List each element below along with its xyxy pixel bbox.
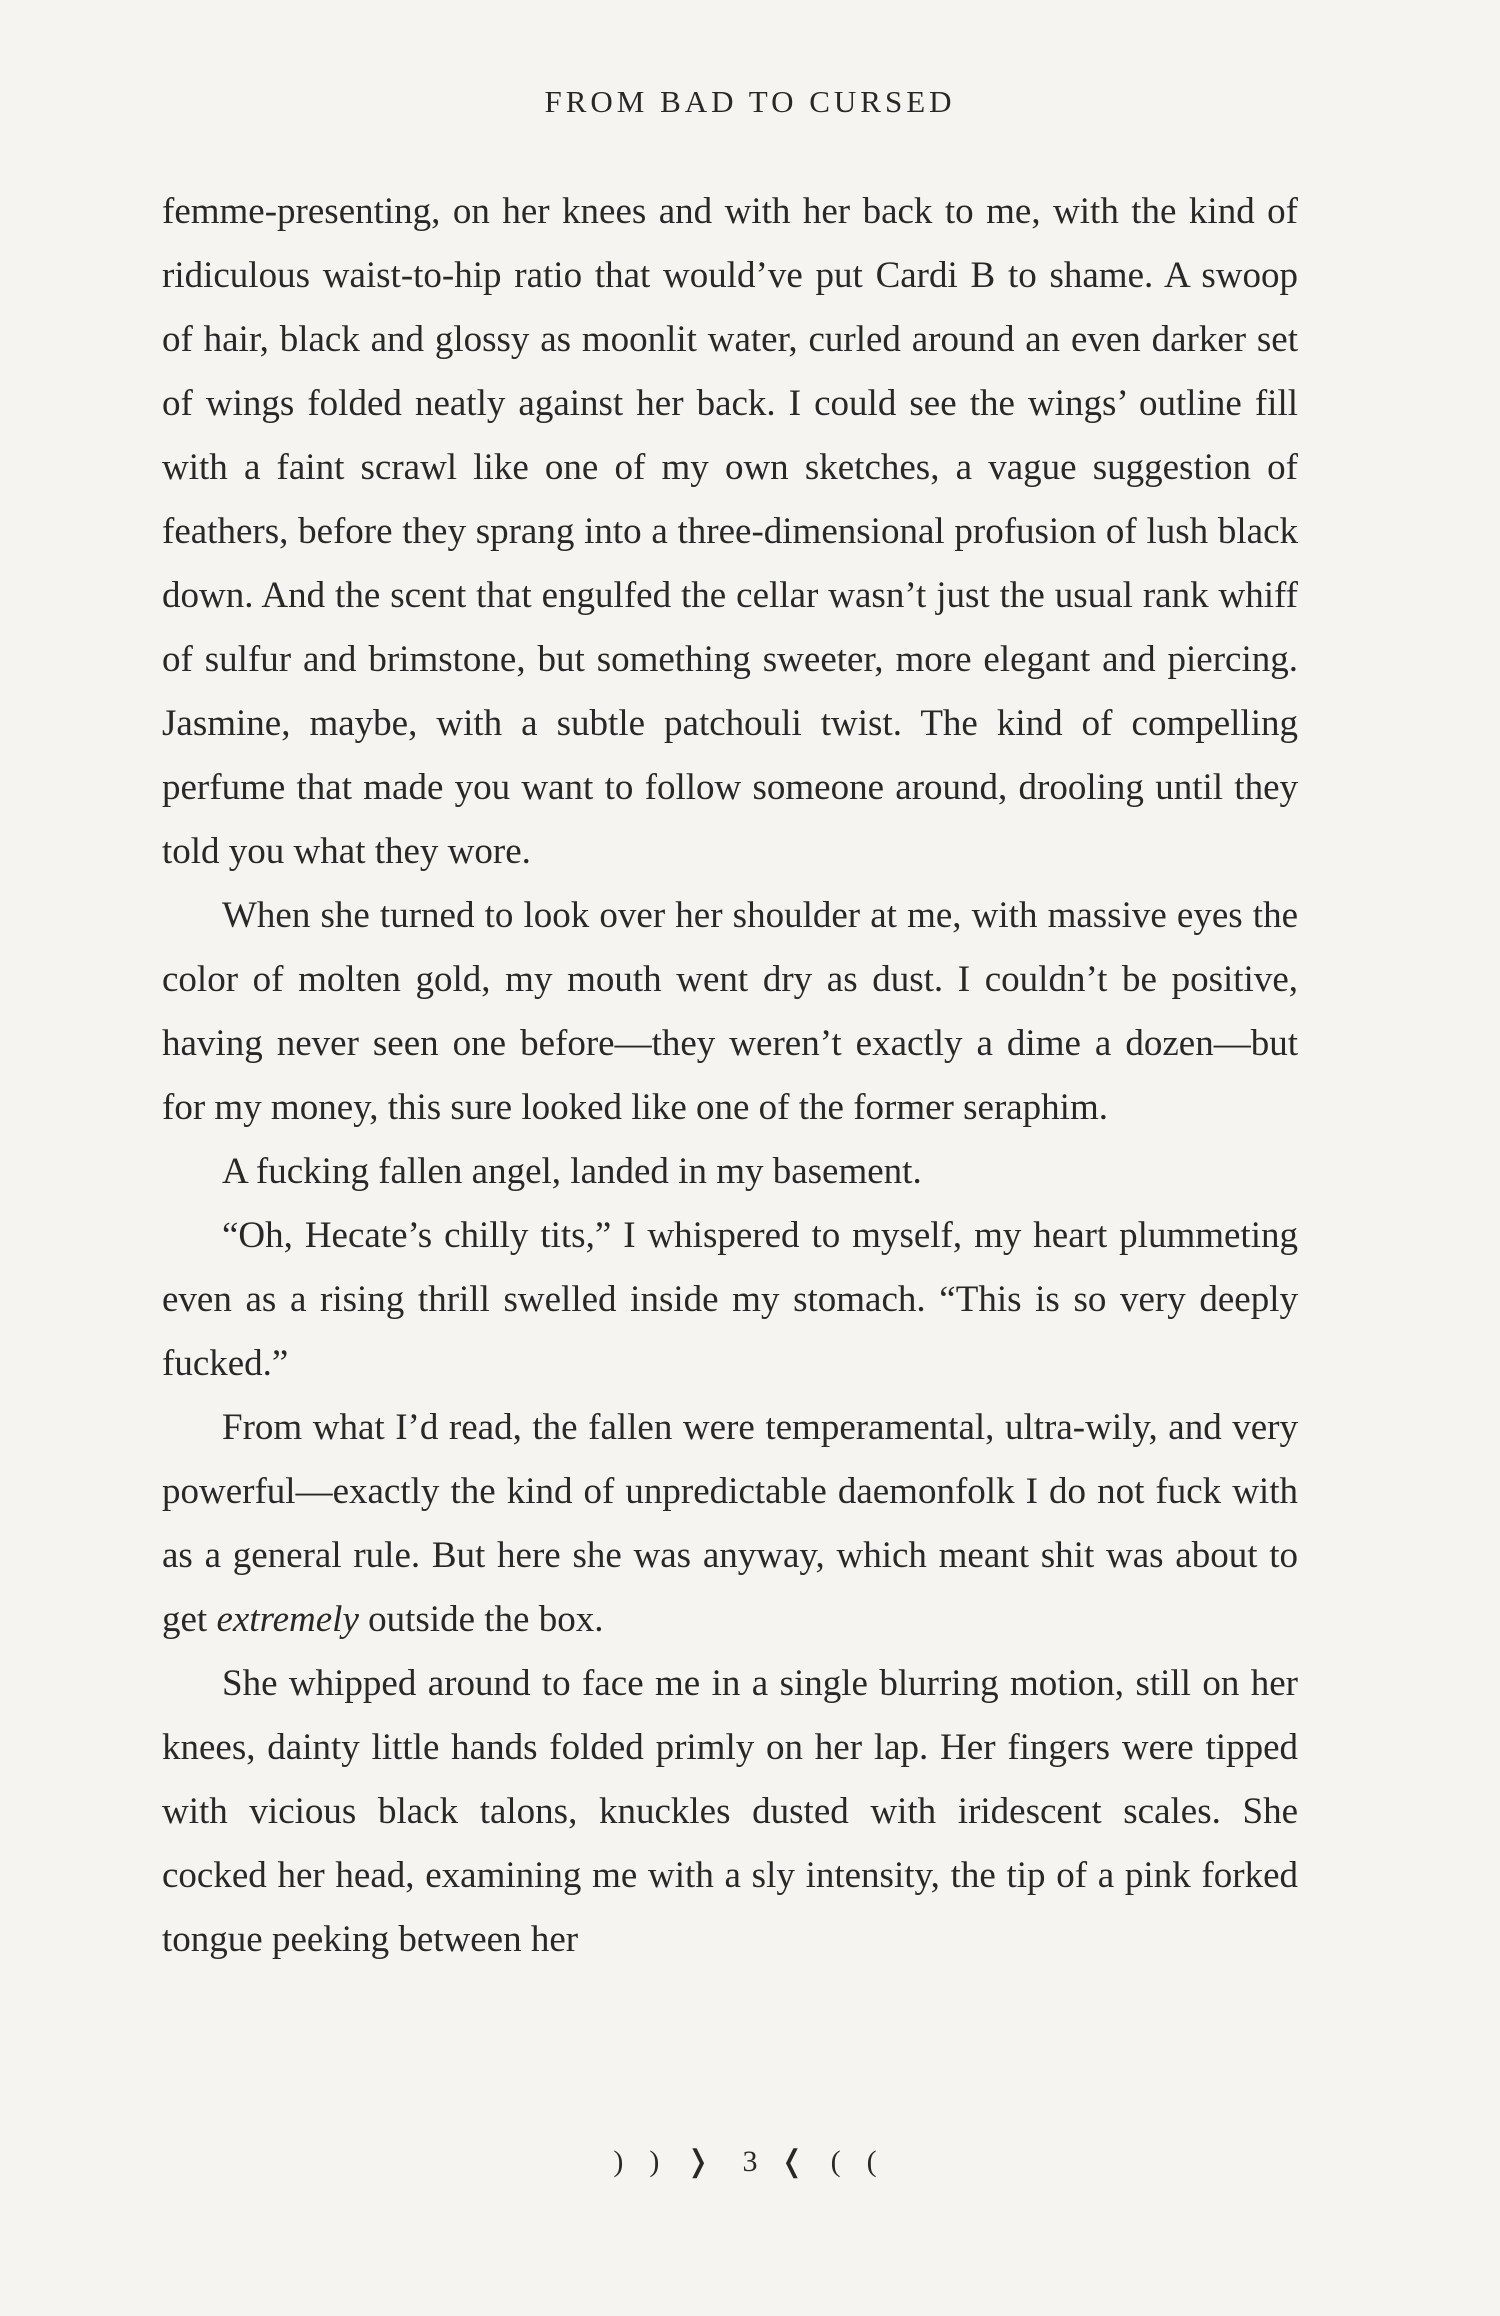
page-body [162,180,1298,1972]
folio-left-ornament: ) ) ❭ [613,2145,721,2178]
folio-right-ornament: ❬ ( ( [779,2145,887,2178]
paragraph-5-text-after: outside the box. [358,1599,604,1640]
paragraph-2: When she turned to look over her shoulder at me, with massive eyes the color of molten gold, my mouth went dry as dust. I couldn’t be positive, having never seen one before—they weren’t exactly a dime a dozen—but for my money, this sure looked like one of the former seraphim. [162,895,1298,1128]
paragraph-5-emphasis: extremely [216,1599,359,1640]
page-number: 3 [742,2145,758,2178]
paragraph-6: She whipped around to face me in a single blurring motion, still on her knees, dainty little hands folded primly on her lap. Her fingers were tipped with vicious black talons, knuckles dusted with iridescent scales. She cocked her head, examining me with a sly intensity, the tip of a pink forked tongue peeking between her [162,1663,1298,1960]
paragraph-5 [162,1396,1298,1652]
paragraph-4: “Oh, Hecate’s chilly tits,” I whispered to myself, my heart plummeting even as a rising thrill swelled inside my stomach. “This is so very deeply fucked.” [162,1215,1298,1384]
paragraph-1: femme-presenting, on her knees and with her back to me, with the kind of ridiculous waist-to-hip ratio that would’ve put Cardi B to shame. A swoop of hair, black and glossy as moonlit water, curled around an even darker set of wings folded neatly against her back. I could see the wings’ outline fill with a faint scrawl like one of my own sketches, a vague suggestion of feathers, before they sprang into a three-dimensional profusion of lush black down. And the scent that engulfed the cellar wasn’t just the usual rank whiff of sulfur and brimstone, but something sweeter, more elegant and piercing. Jasmine, maybe, with a subtle patchouli twist. The kind of compelling perfume that made you want to follow someone around, drooling until they told you what they wore. [162,191,1298,872]
folio [0,2142,1500,2182]
running-head: FROM BAD TO CURSED [544,84,956,119]
paragraph-3: A fucking fallen angel, landed in my basement. [222,1151,922,1192]
paragraph-5-text-before: From what I’d read, the fallen were temperamental, ultra-wily, and very powerful—exactly the kind of unpredictable daemonfolk I do not fuck with as a general rule. But here she was anyway, which meant shit was about to get [162,1407,1298,1640]
